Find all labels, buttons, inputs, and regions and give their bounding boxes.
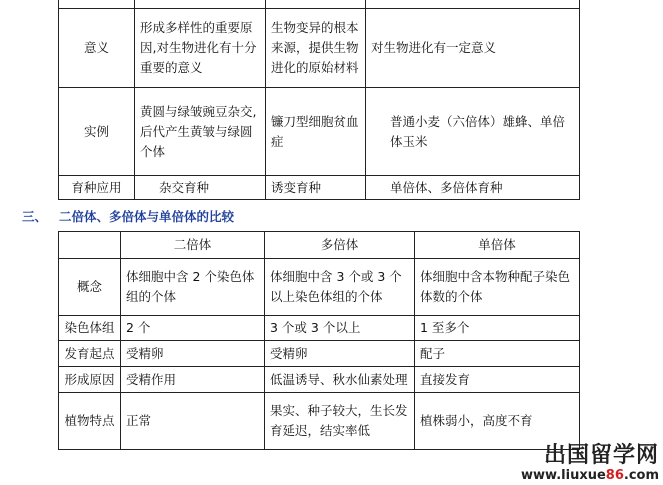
table-cell: 对生物进化有一定意义 (366, 9, 580, 88)
watermark-title: 出国留学网 (543, 443, 659, 468)
table-cell: 镰刀型细胞贫血症 (266, 88, 366, 176)
table-cell: 普通小麦（六倍体）雄蜂、单倍体玉米 (366, 88, 580, 176)
table-cell: 1 至多个 (415, 316, 580, 341)
table-cell: 生物变异的根本来源，提供生物进化的原始材料 (266, 9, 366, 88)
row-label: 育种应用 (59, 176, 135, 200)
table-cell: 受精卵 (121, 341, 265, 367)
row-label: 染色体组 (59, 316, 121, 341)
watermark-url: www.liuxue86.com (521, 468, 659, 483)
row-label (59, 0, 135, 9)
comparison-table-ploidy (58, 231, 580, 450)
section-number: 三、 (22, 209, 48, 224)
column-header: 二倍体 (121, 232, 265, 259)
table-cell: 杂交育种 (135, 176, 266, 200)
table-row (59, 393, 580, 450)
comparison-table-variation (58, 0, 580, 200)
row-label: 意义 (59, 9, 135, 88)
table-cell: 果实、种子较大，生长发育延迟，结实率低 (265, 393, 415, 450)
table-cell: 受精卵 (265, 341, 415, 367)
table-cell: 黄圆与绿皱豌豆杂交,后代产生黄皱与绿圆个体 (135, 88, 266, 176)
table-cell (366, 0, 580, 9)
table-cell: 2 个 (121, 316, 265, 341)
table-cell: 单倍体、多倍体育种 (366, 176, 580, 200)
table-row (59, 9, 580, 88)
table-cell: 3 个或 3 个以上 (265, 316, 415, 341)
row-label: 发育起点 (59, 341, 121, 367)
table-cell: 体细胞中含 2 个染色体组的个体 (121, 259, 265, 316)
table-row (59, 367, 580, 393)
column-header: 多倍体 (265, 232, 415, 259)
table-cell: 直接发育 (415, 367, 580, 393)
table-cell: 植株弱小，高度不育 (415, 393, 580, 450)
row-label: 概念 (59, 259, 121, 316)
table-row (59, 0, 580, 9)
table-cell: 正常 (121, 393, 265, 450)
table-cell: 受精作用 (121, 367, 265, 393)
column-header: 单倍体 (415, 232, 580, 259)
table-cell (135, 0, 266, 9)
row-label: 形成原因 (59, 367, 121, 393)
section-title: 二倍体、多倍体与单倍体的比较 (59, 209, 235, 224)
table-row (59, 176, 580, 200)
table-cell: 体细胞中含 3 个或 3 个以上染色体组的个体 (265, 259, 415, 316)
table-row (59, 259, 580, 316)
watermark-logo (521, 443, 659, 483)
table-cell: 体细胞中含本物种配子染色体数的个体 (415, 259, 580, 316)
table-row (59, 316, 580, 341)
row-label: 实例 (59, 88, 135, 176)
table-row (59, 341, 580, 367)
table-cell: 低温诱导、秋水仙素处理 (265, 367, 415, 393)
table-cell (266, 0, 366, 9)
header-row (59, 232, 580, 259)
table-cell: 配子 (415, 341, 580, 367)
table-cell: 形成多样性的重要原因,对生物进化有十分重要的意义 (135, 9, 266, 88)
section-heading (22, 207, 234, 225)
table-cell: 诱变育种 (266, 176, 366, 200)
row-label: 植物特点 (59, 393, 121, 450)
table-row (59, 88, 580, 176)
column-header (59, 232, 121, 259)
